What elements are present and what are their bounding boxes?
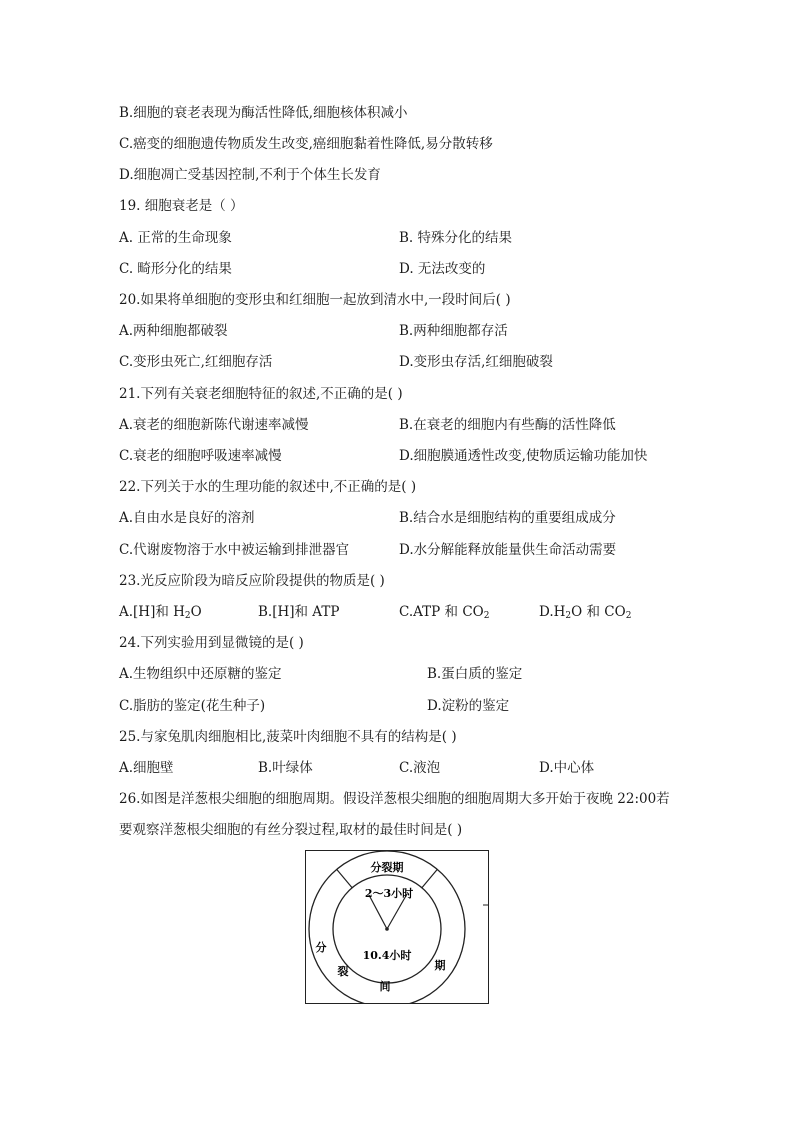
interphase-char-4: 期 [434, 959, 446, 972]
option-24c: C.脂肪的鉴定(花生种子) [119, 698, 266, 714]
interphase-char-3: 间 [379, 980, 391, 993]
option-20c: C.变形虫死亡,红细胞存活 [119, 354, 273, 370]
option-24b: B.蛋白质的鉴定 [427, 666, 523, 682]
option-20b: B.两种细胞都存活 [399, 323, 508, 339]
option-21a: A.衰老的细胞新陈代谢速率减慢 [119, 417, 309, 433]
question-25: 25.与家兔肌肉细胞相比,菠菜叶肉细胞不具有的结构是( ) [119, 729, 457, 745]
option-18b: B.细胞的衰老表现为酶活性降低,细胞核体积减小 [119, 105, 408, 121]
question-26-line1: 26.如图是洋葱根尖细胞的细胞周期。假设洋葱根尖细胞的细胞周期大多开始于夜晚 22:00若 [119, 791, 670, 807]
mitosis-label: 分裂期 [370, 861, 404, 874]
option-18c: C.癌变的细胞遗传物质发生改变,癌细胞黏着性降低,易分散转移 [119, 136, 493, 152]
clock-center [385, 927, 389, 931]
option-25b: B.叶绿体 [258, 760, 313, 776]
interphase-char-2: 裂 [337, 965, 349, 978]
question-23: 23.光反应阶段为暗反应阶段提供的物质是( ) [119, 573, 385, 589]
option-20a: A.两种细胞都破裂 [119, 323, 228, 339]
option-23a: A.[H]和 $H_2O$ [119, 604, 202, 621]
option-25a: A.细胞壁 [119, 760, 174, 776]
option-19c: C. 畸形分化的结果 [119, 261, 232, 277]
option-18d: D.细胞凋亡受基因控制,不利于个体生长发育 [119, 167, 381, 183]
option-21b: B.在衰老的细胞内有些酶的活性降低 [399, 417, 616, 433]
mitosis-time: 2～3小时 [364, 887, 414, 900]
option-25c: C.液泡 [399, 760, 441, 776]
cell-cycle-svg [305, 850, 489, 1004]
option-19d: D. 无法改变的 [399, 261, 486, 277]
option-21c: C.衰老的细胞呼吸速率减慢 [119, 448, 282, 464]
option-24a: A.生物组织中还原糖的鉴定 [119, 666, 282, 682]
question-21: 21.下列有关衰老细胞特征的叙述,不正确的是( ) [119, 386, 403, 402]
option-24d: D.淀粉的鉴定 [427, 698, 510, 714]
option-19b: B. 特殊分化的结果 [399, 230, 513, 246]
option-22a: A.自由水是良好的溶剂 [119, 510, 255, 526]
option-23b: B.[H]和 ATP [258, 604, 340, 620]
option-22c: C.代谢废物溶于水中被运输到排泄器官 [119, 542, 350, 558]
option-21d: D.细胞膜通透性改变,使物质运输功能加快 [399, 448, 648, 464]
option-23c: C.ATP 和 $CO_2$ [399, 604, 490, 621]
option-23d: $D.H_2O$ 和 $CO_2$ [539, 604, 632, 621]
option-22d: D.水分解能释放能量供生命活动需要 [399, 542, 617, 558]
question-19: 19. 细胞衰老是（ ） [119, 198, 244, 214]
interphase-time: 10.4小时 [362, 949, 412, 962]
option-25d: D.中心体 [539, 760, 595, 776]
cell-cycle-diagram [305, 850, 489, 1004]
option-22b: B.结合水是细胞结构的重要组成成分 [399, 510, 616, 526]
question-20: 20.如果将单细胞的变形虫和红细胞一起放到清水中,一段时间后( ) [119, 292, 511, 308]
option-20d: D.变形虫存活,红细胞破裂 [399, 354, 553, 370]
question-26-line2: 要观察洋葱根尖细胞的有丝分裂过程,取材的最佳时间是( ) [119, 822, 463, 838]
question-24: 24.下列实验用到显微镜的是( ) [119, 635, 304, 651]
option-19a: A. 正常的生命现象 [119, 230, 232, 246]
question-22: 22.下列关于水的生理功能的叙述中,不正确的是( ) [119, 479, 417, 495]
interphase-char-1: 分 [315, 941, 327, 954]
